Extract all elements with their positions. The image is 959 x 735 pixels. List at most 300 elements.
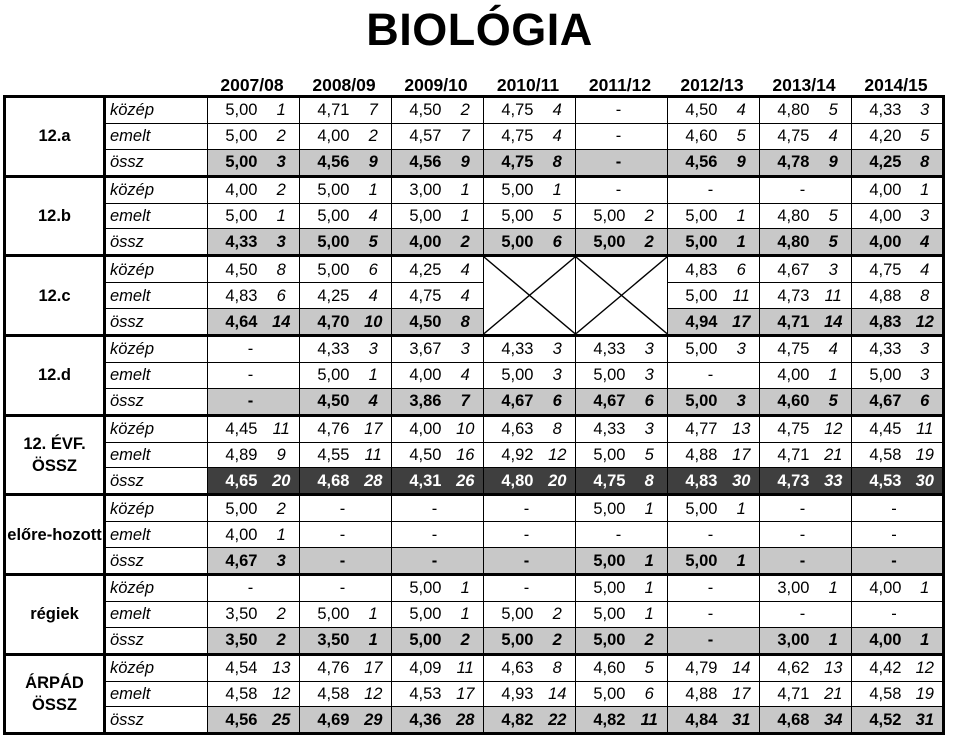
exam-type-label: össz [105, 309, 208, 336]
group-label: ÁRPÁD ÖSSZ [5, 654, 105, 734]
student-count: 1 [356, 601, 392, 627]
student-count: 2 [264, 495, 300, 522]
grade-average: 4,50 [208, 256, 264, 283]
student-count: 8 [632, 468, 668, 495]
grade-average: 3,00 [392, 176, 448, 203]
grade-average: 5,00 [300, 176, 356, 203]
student-count: 2 [356, 123, 392, 149]
grade-average: 4,75 [760, 123, 816, 149]
year-header: 2013/14 [772, 75, 836, 95]
grade-average: 4,94 [668, 309, 724, 336]
grade-average: 5,00 [392, 575, 448, 602]
grade-average: 5,00 [484, 362, 540, 388]
student-count: 3 [632, 336, 668, 363]
student-count: 2 [632, 229, 668, 256]
grade-average: 4,53 [392, 681, 448, 707]
exam-type-label: össz [105, 707, 208, 734]
grade-average: 4,33 [576, 415, 632, 442]
student-count: 6 [632, 681, 668, 707]
grade-average: 4,25 [852, 149, 908, 176]
grade-average: 3,86 [392, 388, 448, 415]
grade-average: 5,00 [392, 627, 448, 654]
student-count: 17 [448, 681, 484, 707]
student-count: 3 [632, 415, 668, 442]
student-count: 30 [908, 468, 944, 495]
grade-average: 4,75 [392, 283, 448, 309]
student-count: 17 [724, 309, 760, 336]
grade-average: 4,60 [760, 388, 816, 415]
grade-average: 5,00 [300, 229, 356, 256]
table-row [5, 575, 944, 602]
exam-type-label: össz [105, 627, 208, 654]
student-count: 2 [448, 627, 484, 654]
student-count: 2 [448, 229, 484, 256]
grade-average: 5,00 [300, 362, 356, 388]
empty-cell: - [852, 522, 944, 548]
grade-average: 4,83 [668, 256, 724, 283]
grade-average: 4,63 [484, 654, 540, 681]
exam-type-label: emelt [105, 362, 208, 388]
grade-average: 5,00 [484, 601, 540, 627]
student-count: 6 [540, 229, 576, 256]
empty-cell: - [576, 123, 668, 149]
student-count: 17 [356, 654, 392, 681]
grade-average: 5,00 [668, 203, 724, 229]
student-count: 13 [724, 415, 760, 442]
student-count: 12 [540, 442, 576, 468]
page-title: BIOLÓGIA [366, 4, 593, 55]
exam-type-label: emelt [105, 123, 208, 149]
student-count: 1 [632, 601, 668, 627]
student-count: 17 [724, 442, 760, 468]
student-count: 19 [908, 442, 944, 468]
student-count: 20 [264, 468, 300, 495]
grade-average: 4,92 [484, 442, 540, 468]
grade-average: 4,00 [852, 176, 908, 203]
student-count: 3 [908, 203, 944, 229]
not-applicable-cross-icon [484, 257, 575, 334]
grade-average: 4,50 [392, 97, 448, 124]
grade-average: 5,00 [484, 203, 540, 229]
grade-average: 4,65 [208, 468, 264, 495]
grade-average: 4,71 [760, 442, 816, 468]
table-row [5, 149, 944, 176]
student-count: 4 [908, 229, 944, 256]
grade-average: 4,20 [852, 123, 908, 149]
student-count: 1 [264, 97, 300, 124]
student-count: 4 [356, 283, 392, 309]
grade-average: 5,00 [484, 627, 540, 654]
student-count: 3 [908, 97, 944, 124]
empty-cell: - [484, 522, 576, 548]
grade-average: 5,00 [576, 601, 632, 627]
table-row [5, 442, 944, 468]
year-header: 2011/12 [588, 75, 652, 95]
student-count: 7 [448, 123, 484, 149]
grade-average: 4,56 [300, 149, 356, 176]
grade-average: 3,50 [208, 627, 264, 654]
student-count: 3 [908, 336, 944, 363]
empty-cell: - [300, 522, 392, 548]
student-count: 1 [724, 548, 760, 575]
empty-cell: - [668, 362, 760, 388]
grade-average: 4,79 [668, 654, 724, 681]
empty-cell: - [392, 522, 484, 548]
student-count: 3 [908, 362, 944, 388]
grade-average: 3,50 [208, 601, 264, 627]
table-row [5, 203, 944, 229]
grade-average: 4,68 [760, 707, 816, 734]
grade-average: 4,82 [484, 707, 540, 734]
empty-cell: - [668, 627, 760, 654]
grade-average: 5,00 [300, 256, 356, 283]
student-count: 13 [816, 654, 852, 681]
grade-average: 4,75 [484, 123, 540, 149]
exam-type-label: emelt [105, 601, 208, 627]
student-count: 3 [356, 336, 392, 363]
student-count: 11 [908, 415, 944, 442]
student-count: 1 [724, 203, 760, 229]
table-row [5, 468, 944, 495]
grade-average: 4,55 [300, 442, 356, 468]
grade-average: 4,67 [760, 256, 816, 283]
grade-average: 5,00 [852, 362, 908, 388]
not-applicable-cross-icon [576, 257, 667, 334]
student-count: 9 [724, 149, 760, 176]
exam-type-label: össz [105, 229, 208, 256]
empty-cell: - [484, 575, 576, 602]
grade-average: 4,80 [484, 468, 540, 495]
grade-average: 5,00 [668, 229, 724, 256]
grade-average: 4,31 [392, 468, 448, 495]
student-count: 9 [264, 442, 300, 468]
grade-average: 4,52 [852, 707, 908, 734]
grade-average: 4,54 [208, 654, 264, 681]
empty-cell: - [392, 495, 484, 522]
student-count: 3 [264, 149, 300, 176]
grade-average: 4,58 [208, 681, 264, 707]
student-count: 4 [356, 203, 392, 229]
student-count: 4 [540, 123, 576, 149]
grade-average: 4,78 [760, 149, 816, 176]
grade-average: 4,42 [852, 654, 908, 681]
student-count: 1 [356, 176, 392, 203]
grade-average: 4,63 [484, 415, 540, 442]
empty-cell: - [208, 575, 300, 602]
exam-type-label: össz [105, 388, 208, 415]
student-count: 1 [816, 627, 852, 654]
grade-average: 4,71 [760, 681, 816, 707]
grade-average: 4,73 [760, 283, 816, 309]
student-count: 2 [264, 601, 300, 627]
grade-average: 4,33 [300, 336, 356, 363]
student-count: 1 [632, 548, 668, 575]
grade-average: 4,00 [392, 362, 448, 388]
student-count: 5 [724, 123, 760, 149]
student-count: 31 [724, 707, 760, 734]
student-count: 4 [448, 256, 484, 283]
student-count: 10 [448, 415, 484, 442]
empty-cell: - [208, 336, 300, 363]
student-count: 22 [540, 707, 576, 734]
empty-cell: - [668, 575, 760, 602]
grade-average: 4,58 [852, 442, 908, 468]
exam-type-label: közép [105, 495, 208, 522]
grade-average: 3,00 [760, 627, 816, 654]
empty-cell: - [760, 176, 852, 203]
grade-average: 4,53 [852, 468, 908, 495]
grade-average: 4,80 [760, 229, 816, 256]
grade-average: 4,84 [668, 707, 724, 734]
table-row [5, 309, 944, 336]
grade-average: 5,00 [668, 388, 724, 415]
group-label: 12.a [5, 97, 105, 177]
grade-average: 5,00 [392, 601, 448, 627]
grade-average: 4,25 [392, 256, 448, 283]
table-row [5, 681, 944, 707]
grade-average: 4,56 [668, 149, 724, 176]
student-count: 4 [448, 283, 484, 309]
grade-average: 4,50 [668, 97, 724, 124]
student-count: 1 [264, 203, 300, 229]
student-count: 11 [724, 283, 760, 309]
year-header: 2008/09 [312, 75, 376, 95]
empty-cell: - [300, 575, 392, 602]
grade-average: 4,73 [760, 468, 816, 495]
student-count: 14 [540, 681, 576, 707]
grade-average: 5,00 [668, 495, 724, 522]
exam-type-label: közép [105, 256, 208, 283]
grade-average: 5,00 [208, 149, 264, 176]
grade-average: 4,69 [300, 707, 356, 734]
student-count: 2 [540, 627, 576, 654]
student-count: 17 [356, 415, 392, 442]
exam-type-label: közép [105, 654, 208, 681]
grade-average: 3,67 [392, 336, 448, 363]
student-count: 10 [356, 309, 392, 336]
student-count: 12 [908, 309, 944, 336]
grade-average: 5,00 [208, 123, 264, 149]
student-count: 3 [448, 336, 484, 363]
student-count: 6 [724, 256, 760, 283]
exam-type-label: közép [105, 415, 208, 442]
student-count: 4 [816, 336, 852, 363]
grade-average: 4,00 [208, 522, 264, 548]
student-count: 4 [540, 97, 576, 124]
empty-cell: - [852, 548, 944, 575]
student-count: 7 [448, 388, 484, 415]
student-count: 11 [448, 654, 484, 681]
grade-average: 5,00 [484, 176, 540, 203]
grade-average: 4,88 [668, 442, 724, 468]
student-count: 21 [816, 681, 852, 707]
grade-average: 4,76 [300, 415, 356, 442]
grade-average: 4,00 [392, 415, 448, 442]
student-count: 3 [816, 256, 852, 283]
exam-type-label: közép [105, 336, 208, 363]
group-label: előre-hozott [5, 495, 105, 575]
table-row [5, 627, 944, 654]
grade-average: 4,57 [392, 123, 448, 149]
results-table [3, 95, 945, 735]
grade-average: 5,00 [484, 229, 540, 256]
empty-cell: - [576, 149, 668, 176]
student-count: 1 [448, 176, 484, 203]
student-count: 5 [356, 229, 392, 256]
student-count: 2 [540, 601, 576, 627]
grade-average: 4,71 [300, 97, 356, 124]
grade-average: 4,83 [852, 309, 908, 336]
grade-average: 4,00 [852, 575, 908, 602]
grade-average: 4,62 [760, 654, 816, 681]
exam-type-label: közép [105, 176, 208, 203]
student-count: 7 [356, 97, 392, 124]
student-count: 14 [816, 309, 852, 336]
table-row [5, 176, 944, 203]
exam-type-label: össz [105, 468, 208, 495]
student-count: 1 [816, 362, 852, 388]
student-count: 1 [816, 575, 852, 602]
grade-average: 4,70 [300, 309, 356, 336]
student-count: 8 [448, 309, 484, 336]
grade-average: 4,33 [852, 97, 908, 124]
not-applicable-cell [576, 256, 668, 336]
grade-average: 5,00 [208, 203, 264, 229]
table-row [5, 229, 944, 256]
table-row [5, 336, 944, 363]
grade-average: 4,93 [484, 681, 540, 707]
student-count: 11 [356, 442, 392, 468]
grade-average: 4,00 [852, 627, 908, 654]
student-count: 6 [264, 283, 300, 309]
student-count: 1 [448, 575, 484, 602]
student-count: 26 [448, 468, 484, 495]
group-label: 12.c [5, 256, 105, 336]
student-count: 4 [724, 97, 760, 124]
student-count: 12 [356, 681, 392, 707]
student-count: 5 [816, 203, 852, 229]
grade-average: 4,50 [392, 309, 448, 336]
exam-type-label: emelt [105, 681, 208, 707]
grade-average: 5,00 [576, 362, 632, 388]
empty-cell: - [852, 601, 944, 627]
student-count: 6 [632, 388, 668, 415]
student-count: 3 [540, 336, 576, 363]
grade-average: 4,75 [484, 97, 540, 124]
year-header: 2010/11 [496, 75, 560, 95]
student-count: 5 [908, 123, 944, 149]
grade-average: 4,77 [668, 415, 724, 442]
student-count: 3 [264, 229, 300, 256]
grade-average: 4,80 [760, 203, 816, 229]
student-count: 1 [540, 176, 576, 203]
student-count: 1 [724, 229, 760, 256]
empty-cell: - [208, 362, 300, 388]
grade-average: 4,82 [576, 707, 632, 734]
student-count: 30 [724, 468, 760, 495]
grade-average: 5,00 [668, 283, 724, 309]
grade-average: 4,80 [760, 97, 816, 124]
table-row [5, 601, 944, 627]
student-count: 6 [540, 388, 576, 415]
student-count: 11 [264, 415, 300, 442]
student-count: 4 [816, 123, 852, 149]
grade-average: 5,00 [576, 575, 632, 602]
grade-average: 5,00 [576, 229, 632, 256]
empty-cell: - [760, 495, 852, 522]
exam-type-label: össz [105, 548, 208, 575]
grade-average: 5,00 [576, 442, 632, 468]
student-count: 8 [540, 654, 576, 681]
group-label: 12.b [5, 176, 105, 256]
student-count: 8 [908, 149, 944, 176]
student-count: 1 [448, 601, 484, 627]
table-row [5, 388, 944, 415]
student-count: 29 [356, 707, 392, 734]
student-count: 1 [632, 495, 668, 522]
student-count: 9 [356, 149, 392, 176]
grade-average: 4,88 [852, 283, 908, 309]
student-count: 17 [724, 681, 760, 707]
exam-type-label: közép [105, 575, 208, 602]
student-count: 2 [448, 97, 484, 124]
empty-cell: - [668, 601, 760, 627]
grade-average: 4,56 [392, 149, 448, 176]
table-row [5, 707, 944, 734]
student-count: 8 [540, 415, 576, 442]
grade-average: 4,33 [576, 336, 632, 363]
student-count: 13 [264, 654, 300, 681]
student-count: 11 [816, 283, 852, 309]
student-count: 5 [632, 442, 668, 468]
student-count: 4 [356, 388, 392, 415]
grade-average: 4,00 [760, 362, 816, 388]
student-count: 5 [540, 203, 576, 229]
group-label: 12.d [5, 336, 105, 416]
grade-average: 4,00 [208, 176, 264, 203]
empty-cell: - [576, 97, 668, 124]
student-count: 8 [540, 149, 576, 176]
group-label: 12. ÉVF. ÖSSZ [5, 415, 105, 495]
grade-average: 4,33 [208, 229, 264, 256]
student-count: 21 [816, 442, 852, 468]
grade-average: 3,50 [300, 627, 356, 654]
table-row [5, 548, 944, 575]
table-row [5, 283, 944, 309]
student-count: 14 [724, 654, 760, 681]
grade-average: 4,67 [208, 548, 264, 575]
student-count: 6 [356, 256, 392, 283]
student-count: 1 [632, 575, 668, 602]
grade-average: 5,00 [208, 495, 264, 522]
student-count: 1 [448, 203, 484, 229]
table-row [5, 123, 944, 149]
table-row [5, 654, 944, 681]
grade-average: 5,00 [300, 203, 356, 229]
grade-average: 4,00 [852, 229, 908, 256]
student-count: 2 [632, 203, 668, 229]
grade-average: 4,89 [208, 442, 264, 468]
grade-average: 4,00 [300, 123, 356, 149]
student-count: 5 [816, 97, 852, 124]
group-label: régiek [5, 575, 105, 655]
student-count: 1 [908, 176, 944, 203]
grade-average: 5,00 [576, 681, 632, 707]
student-count: 2 [632, 627, 668, 654]
empty-cell: - [484, 548, 576, 575]
empty-cell: - [760, 601, 852, 627]
empty-cell: - [576, 522, 668, 548]
